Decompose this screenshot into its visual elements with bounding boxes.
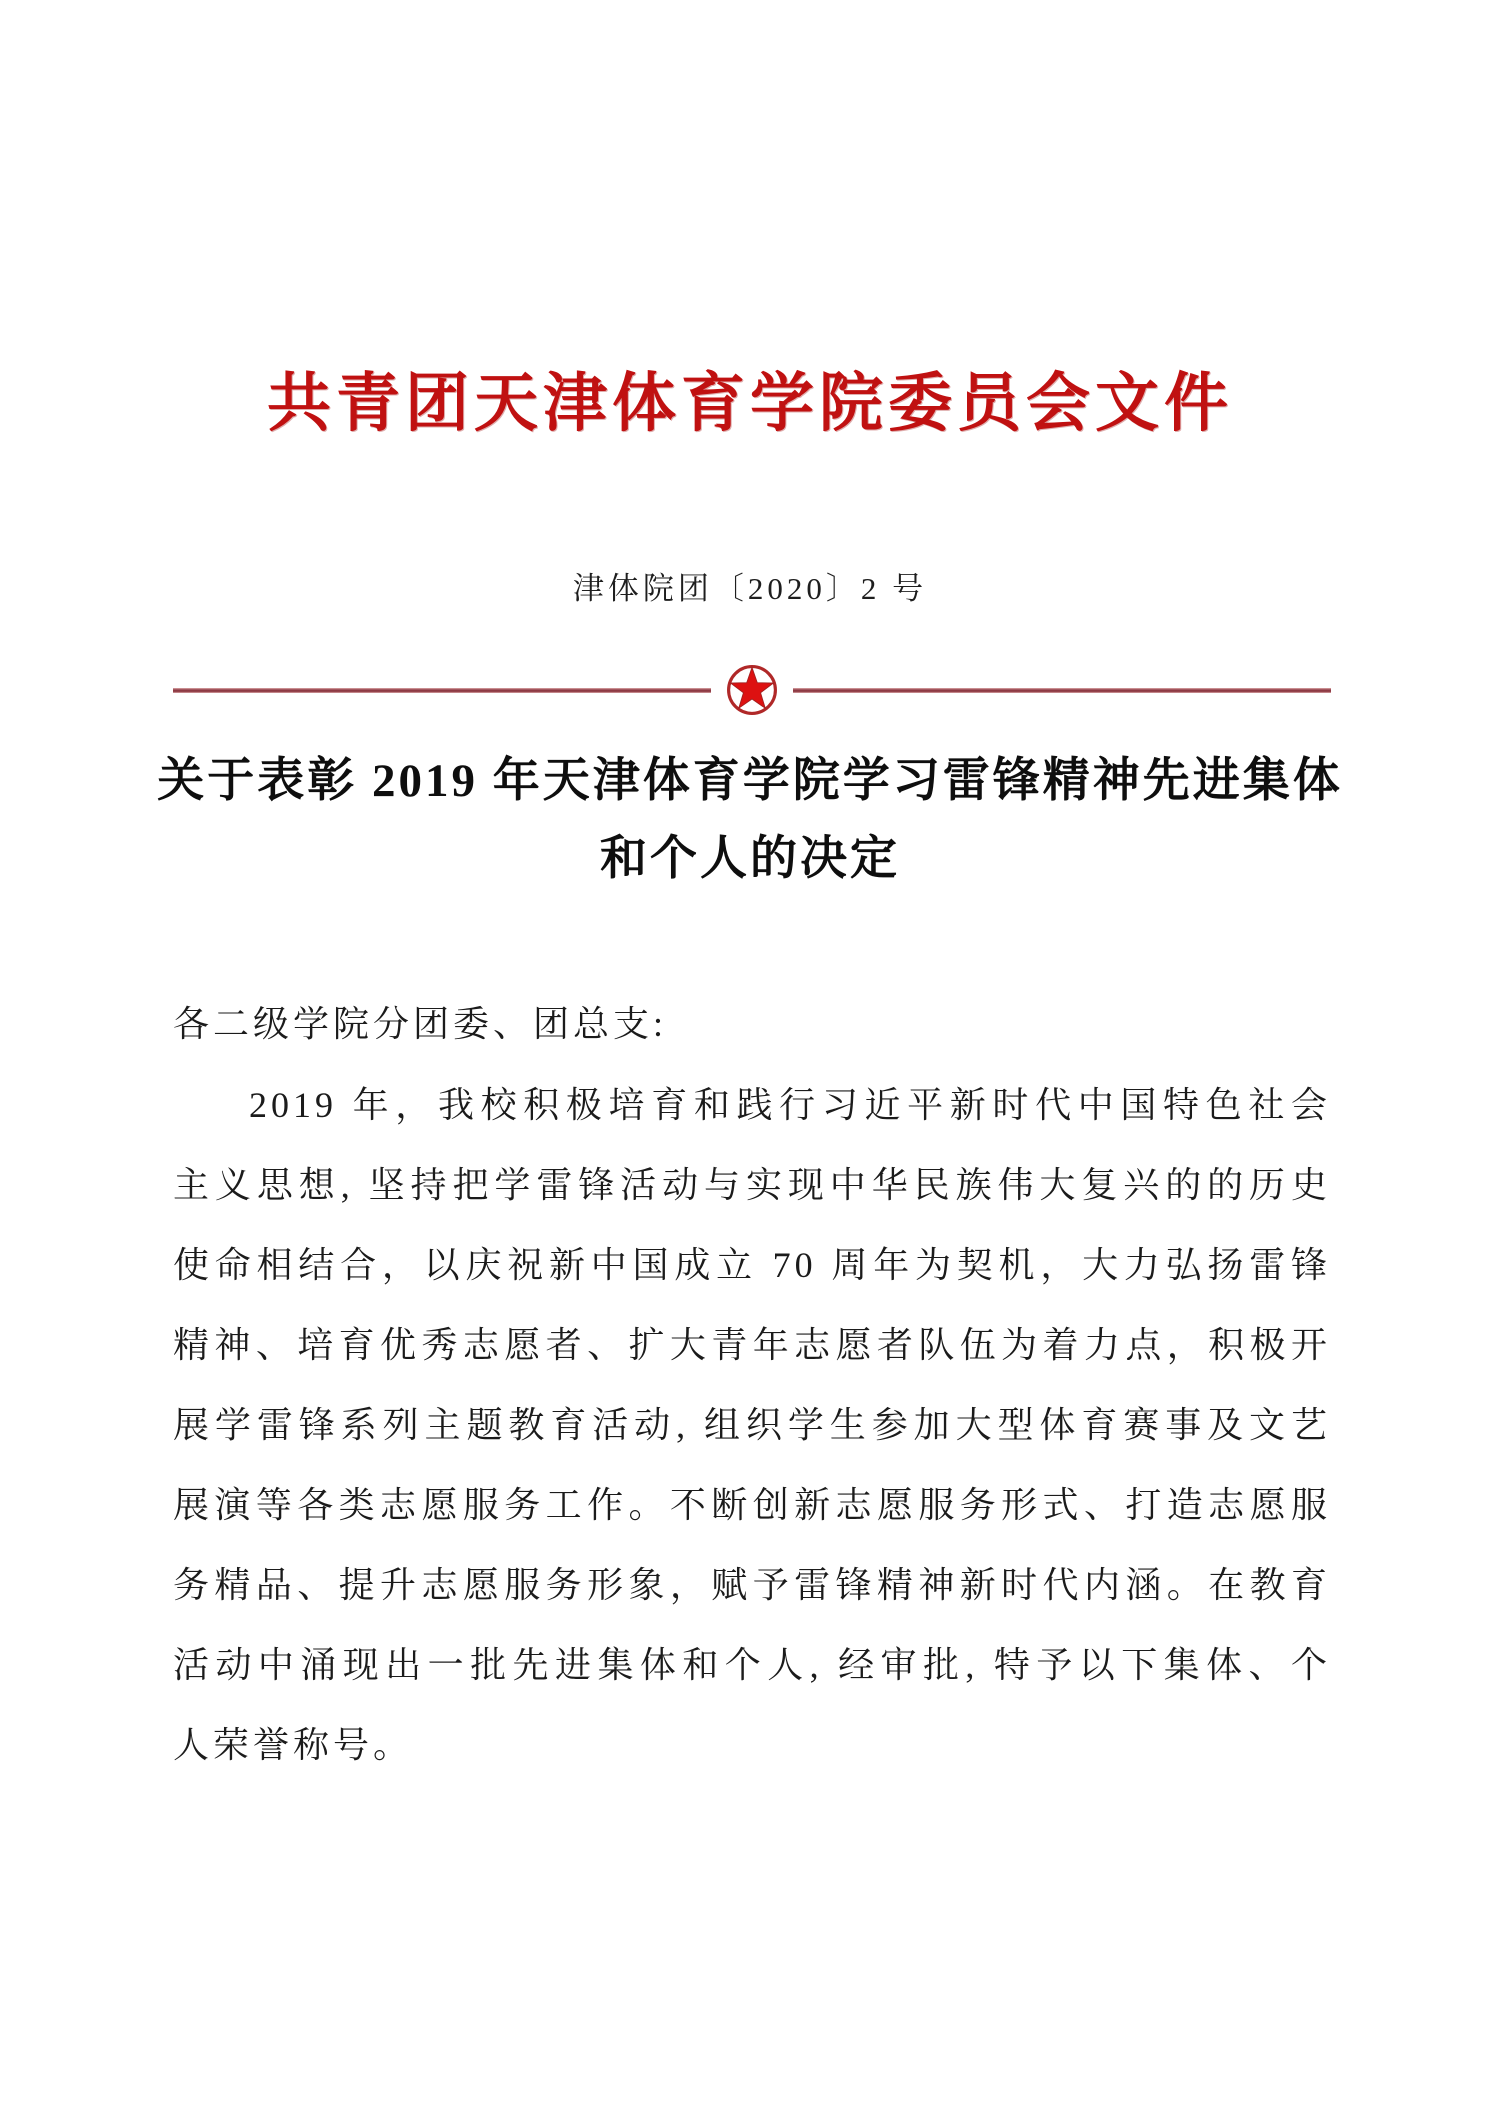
divider-line-left (173, 688, 711, 693)
star-emblem-icon (725, 663, 779, 717)
body-line: 活动中涌现出一批先进集体和个人, 经审批, 特予以下集体、个 (173, 1645, 1331, 1685)
body-line: 主义思想, 坚持把学雷锋活动与实现中华民族伟大复兴的的历史 (173, 1165, 1331, 1205)
body-line: 人荣誉称号。 (173, 1725, 414, 1765)
body-line: 使命相结合，以庆祝新中国成立 70 周年为契机，大力弘扬雷锋 (173, 1245, 1331, 1285)
doc-title (0, 742, 1500, 898)
salutation: 各二级学院分团委、团总支: (173, 1004, 668, 1044)
red-divider (173, 660, 1331, 720)
doc-body (173, 983, 1331, 1785)
body-line: 务精品、提升志愿服务形象，赋予雷锋精神新时代内涵。在教育 (173, 1565, 1331, 1605)
doc-title-line-2: 和个人的决定 (600, 833, 900, 885)
body-line: 2019 年，我校积极培育和践行习近平新时代中国特色社会 (249, 1085, 1331, 1125)
divider-line-right (793, 688, 1331, 693)
body-line: 展演等各类志愿服务工作。不断创新志愿服务形式、打造志愿服 (173, 1485, 1331, 1525)
org-header-title: 共青团天津体育学院委员会文件 (267, 368, 1233, 439)
doc-title-line-1: 关于表彰 2019 年天津体育学院学习雷锋精神先进集体 (157, 755, 1343, 807)
body-line: 精神、培育优秀志愿者、扩大青年志愿者队伍为着力点，积极开 (173, 1325, 1331, 1365)
body-line: 展学雷锋系列主题教育活动, 组织学生参加大型体育赛事及文艺 (173, 1405, 1331, 1445)
doc-number: 津体院团〔2020〕2 号 (572, 571, 928, 606)
